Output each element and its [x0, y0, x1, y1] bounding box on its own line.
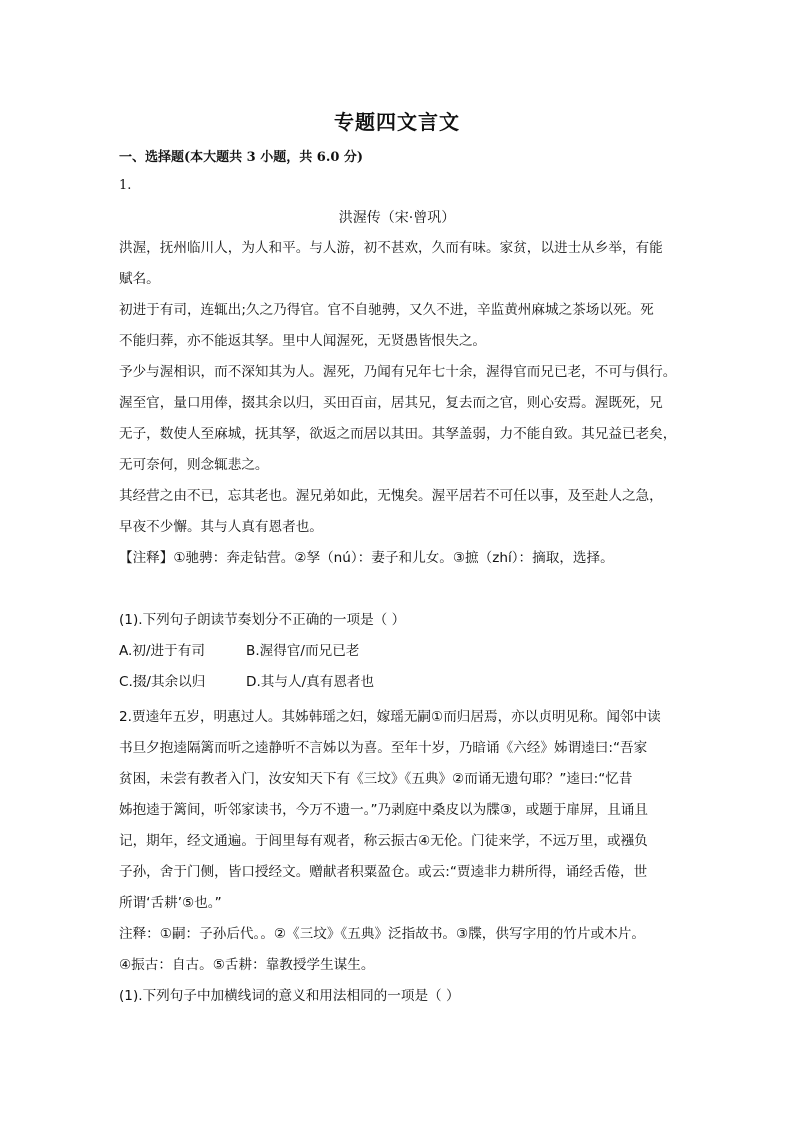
option-a[interactable]: A.初/进于有司: [119, 643, 205, 659]
options-row: [119, 636, 679, 667]
passage-line: 所谓‘舌耕’⑤也。”: [119, 895, 222, 911]
passage-line: 早夜不少懈。其与人真有恩者也。: [119, 519, 323, 535]
section-heading: 一、选择题(本大题共 3 小题，共 6.0 分): [119, 150, 364, 165]
options-row: [119, 667, 679, 698]
passage-line: 不能归葬，亦不能返其孥。里中人闻渥死，无贤愚皆恨失之。: [119, 333, 487, 349]
passage-body: [119, 233, 679, 574]
passage-line: 初进于有司，连辄出;久之乃得官。官不自驰骋，又久不进，辛监黄州麻城之茶场以死。死: [119, 302, 654, 318]
passage-notes: 【注释】①驰骋：奔走钻营。②孥（nú）：妻子和儿女。③摭（zhí）：摘取，选择。: [119, 550, 614, 566]
passage-line: 其经营之由不已，忘其老也。渥兄弟如此，无愧矣。渥平居若不可任以事，及至赴人之急，: [119, 488, 663, 504]
question-number: 1.: [119, 178, 132, 193]
passage-line: 洪渥，抚州临川人，为人和平。与人游，初不甚欢，久而有味。家贫，以进士从乡举，有能: [119, 240, 663, 256]
passage-title: 洪渥传（宋·曾巩）: [338, 210, 456, 226]
passage-line: 贫困，未尝有教者入门，汝安知天下有《三坟》《五典》②而诵无遗句耶？”逵曰:“忆昔: [119, 771, 633, 787]
question-block: [119, 605, 679, 698]
passage-line: 子孙，舍于门侧，皆口授经文。赠献者积粟盈仓。或云:“贾逵非力耕所得，诵经舌倦，世: [119, 864, 648, 880]
passage-line: 无可奈何，则念辄悲之。: [119, 457, 269, 473]
passage-line: 渥至官，量口用俸，掇其余以归，买田百亩，居其兄，复去而之官，则心安焉。渥既死，兄: [119, 395, 663, 411]
passage-notes: ④振古：自古。⑤舌耕：靠教授学生谋生。: [119, 957, 375, 973]
passage-line: 书旦夕抱逵隔篱而听之逵静听不言姊以为喜。至年十岁，乃暗诵《六经》姊谓逵曰:“吾家: [119, 740, 648, 756]
passage-line: 无子，数使人至麻城，抚其孥，欲返之而居以其田。其孥盖弱，力不能自致。其兄益已老矣，: [119, 426, 677, 442]
passage-2-body: [119, 702, 679, 1012]
passage-line: 姊抱逵于篱间，听邻家读书，今万不遗一。”乃剥庭中桑皮以为牒③，或题于扉屏，且诵且: [119, 802, 648, 818]
page-title: 专题四文言文: [334, 110, 460, 134]
passage-line: 记，期年，经文通遍。于闾里每有观者，称云振古④无伦。门徒来学，不远万里，或襁负: [119, 833, 648, 849]
passage-line: 予少与渥相识，而不深知其为人。渥死，乃闻有兄年七十余，渥得官而兄已老，不可与俱行。: [119, 364, 677, 380]
sub-question: (1).下列句子中加横线词的意义和用法相同的一项是（ ）: [119, 988, 460, 1004]
option-c[interactable]: C.掇/其余以归: [119, 674, 206, 690]
passage-notes: 注释：①嗣：子孙后代。。②《三坟》《五典》泛指故书。③牒，供写字用的竹片或木片。: [119, 926, 645, 942]
option-b[interactable]: B.渥得官/而兄已老: [246, 643, 360, 659]
passage-line: 赋名。: [119, 271, 160, 287]
passage-line: 2.贾逵年五岁，明惠过人。其姊韩瑶之妇，嫁瑶无嗣①而归居焉，亦以贞明见称。闻邻中读: [119, 709, 661, 725]
option-d[interactable]: D.其与人/真有恩者也: [246, 674, 375, 690]
sub-question: (1).下列句子朗读节奏划分不正确的一项是（ ）: [119, 612, 406, 628]
